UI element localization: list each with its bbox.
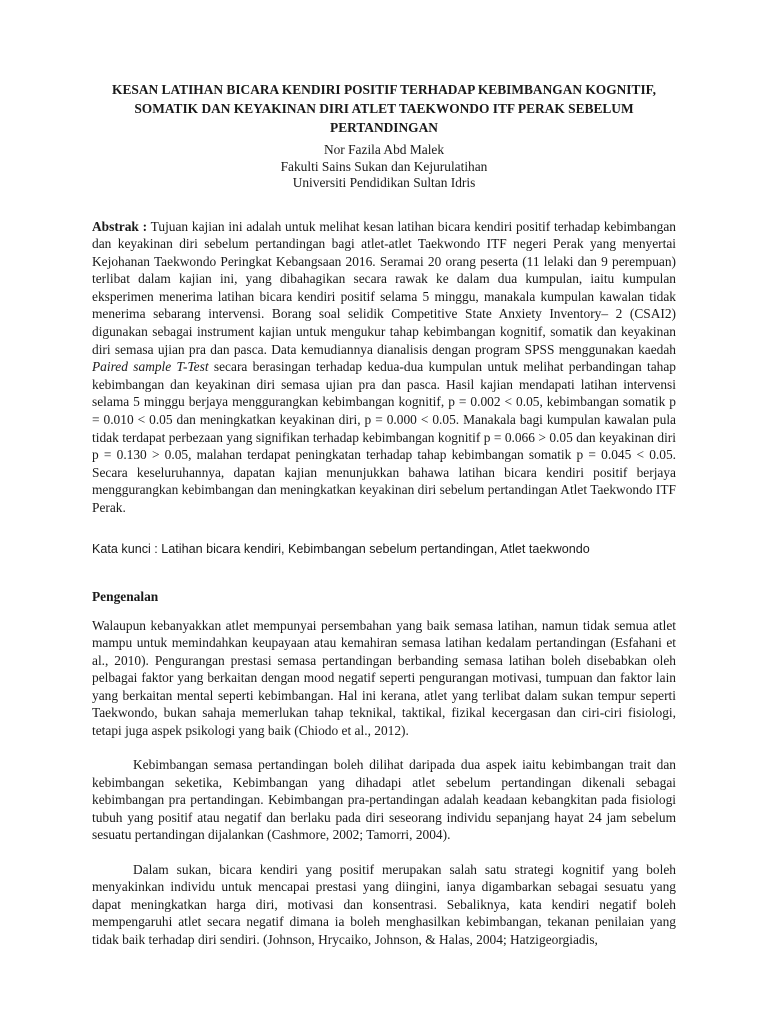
body-paragraph-3: Dalam sukan, bicara kendiri yang positif merupakan salah satu strategi kognitif yang boleh menyakinkan individu untuk mencapai prestasi yang diingini, ianya digambarkan sebagai sesuatu yang dapat meningkatkan harga diri, motivasi dan konsentrasi. Sebaliknya, kata kendiri negatif boleh mempengaruhi atlet secara negatif dimana ia boleh menghasilkan kebimbangan, tekanan penilaian yang tidak baik terhadap diri sendiri. (Johnson, Hrycaiko, Johnson, & Halas, 2004; Hatzigeorgiadis, xyxy=(92,861,676,947)
abstract-italic-term: Paired sample T-Test xyxy=(92,359,209,375)
paper-title: KESAN LATIHAN BICARA KENDIRI POSITIF TERHADAP KEBIMBANGAN KOGNITIF, SOMATIK DAN KEYAKINAN DIRI ATLET TAEKWONDO ITF PERAK SEBELUM PERTANDINGAN xyxy=(112,82,656,135)
affiliation-faculty: Fakulti Sains Sukan dan Kejurulatihan xyxy=(280,158,488,174)
paper-page xyxy=(92,80,676,948)
abstract-text-part-2: secara berasingan terhadap kedua-dua kumpulan untuk melihat perbandingan tahap kebimbangan dan keyakinan diri semasa ujian pra dan pasca. Hasil kajian mendapati latihan intervensi selama 5 minggu berjaya menggurangkan kebimbangan kognitif, p = 0.002 < 0.05, kebimbangan somatik p = 0.010 < 0.05 dan meningkatkan keyakinan diri, p = 0.000 < 0.05. Manakala bagi kumpulan kawalan pula tidak terdapat perbezaan yang signifikan terhadap kebimbangan kognitif p = 0.066 > 0.05 dan keyakinan diri p = 0.130 > 0.05, malahan terdapat peningkatan terhadap tahap kebimbangan somatik p = 0.045 < 0.05. Secara keseluruhannya, dapatan kajian menunjukkan bahawa latihan bicara kendiri positif berjaya menggurangkan kebimbangan dan meningkatkan keyakinan diri sebelum pertandingan Atlet Taekwondo ITF Perak. xyxy=(92,359,676,515)
keywords: Kata kunci : Latihan bicara kendiri, Kebimbangan sebelum pertandingan, Atlet taekwondo xyxy=(92,541,590,556)
abstract-text-part-1: Tujuan kajian ini adalah untuk melihat kesan latihan bicara kendiri positif terhadap kebimbangan dan keyakinan diri sebelum pertandingan bagi atlet-atlet Taekwondo ITF negeri Perak yang menyertai Kejohanan Taekwondo Peringkat Kebangsaan 2016. Seramai 20 orang peserta (11 lelaki dan 9 perempuan) terlibat dalam kajian ini, yang dibahagikan secara rawak ke dalam dua kumpulan, iaitu kumpulan eksperimen menerima latihan bicara kendiri positif selama 5 minggu, manakala kumpulan kawalan tidak menerima sebarang intervensi. Borang soal selidik Competitive State Anxiety Inventory– 2 (CSAI2) digunakan sebagai instrument kajian untuk mengukur tahap kebimbangan kognitif, somatik dan keyakinan diri semasa ujian pra dan pasca. Data kemudiannya dianalisis dengan program SPSS menggunakan kaedah xyxy=(92,218,676,357)
body-paragraph-2: Kebimbangan semasa pertandingan boleh dilihat daripada dua aspek iaitu kebimbangan trait dan kebimbangan seketika, Kebimbangan yang dihadapi atlet sebelum pertandingan dikenali sebagai kebimbangan pra pertandingan. Kebimbangan pra-pertandingan adalah keadaan kebangkitan pada fisiologi tubuh yang positif atau negatif dan berlaku pada diri seseorang individu sepanjang hayat 24 jam sebelum sesuatu pertandingan dijalankan (Cashmore, 2002; Tamorri, 2004). xyxy=(92,757,676,843)
author-name: Nor Fazila Abd Malek xyxy=(323,142,445,157)
abstract xyxy=(92,218,676,517)
affiliation-university: Universiti Pendidikan Sultan Idris xyxy=(292,175,476,190)
body-paragraph-1: Walaupun kebanyakkan atlet mempunyai persembahan yang baik semasa latihan, namun tidak semua atlet mampu untuk memindahkan keupayaan atau kemahiran semasa latihan kedalam pertandingan (Esfahani et al., 2010). Pengurangan prestasi semasa pertandingan berbanding semasa latihan boleh disebabkan oleh pelbagai faktor yang berkaitan dengan mood negatif seperti pengurangan motivasi, tumpuan dan faktor lain yang berkaitan mental seperti kebimbangan. Hal ini kerana, atlet yang terlibat dalam sukan tempur seperti Taekwondo, bukan sahaja memerlukan tahap teknikal, taktikal, fizikal kecergasan dan ciri-ciri fisiologi, tetapi juga aspek psikologi yang baik (Chiodo et al., 2012). xyxy=(92,617,676,738)
abstract-label: Abstrak : xyxy=(92,218,148,234)
author-block xyxy=(92,142,676,192)
section-heading: Pengenalan xyxy=(92,588,159,604)
